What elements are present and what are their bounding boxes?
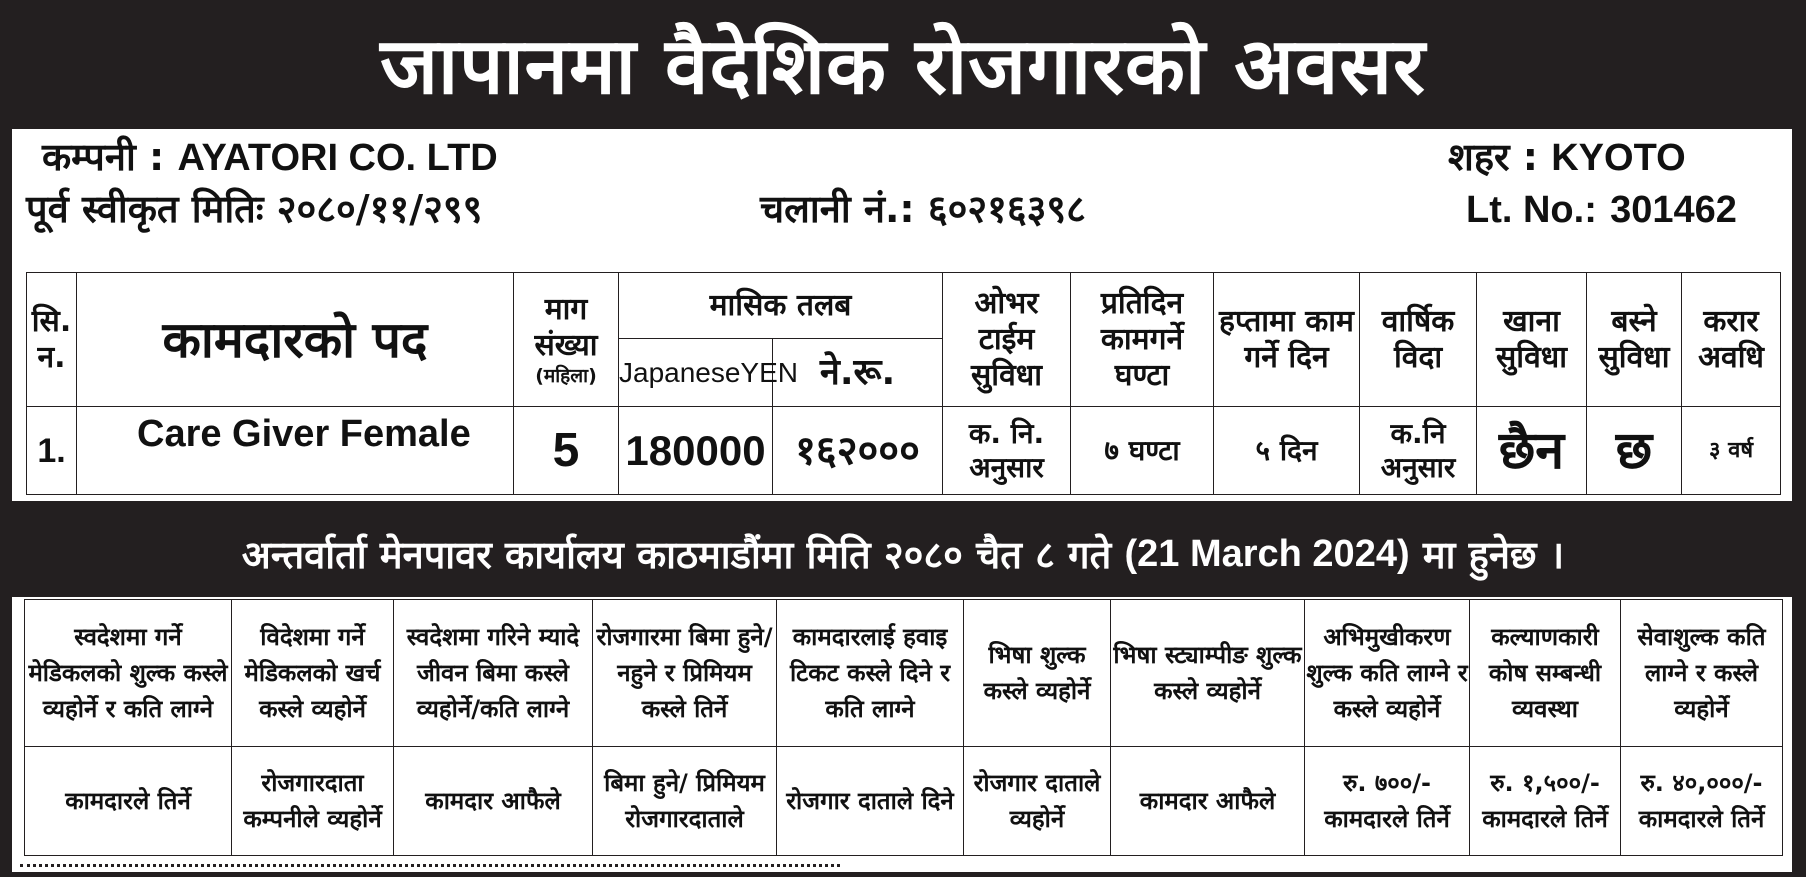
cell-sn: 1. (27, 407, 77, 495)
company-info (42, 135, 498, 180)
company-label: कम्पनी : (42, 135, 165, 179)
cell-accommodation: छ (1587, 407, 1682, 495)
header-contract: करार अवधि (1682, 273, 1781, 407)
fee-question: सेवाशुल्क कति लाग्ने र कस्ले व्यहोर्ने (1621, 600, 1783, 747)
header-leave: वार्षिक विदा (1360, 273, 1477, 407)
header-demand-label: माग संख्या (534, 291, 598, 363)
interview-text-end: मा हुनेछ । (1422, 533, 1565, 577)
chalani-number: ६०२१६३९८ (927, 187, 1086, 231)
header-salary: मासिक तलब (619, 273, 943, 339)
fee-answer: रु. ४०,०००/- कामदारले तिर्ने (1621, 747, 1783, 856)
fee-answer: रोजगार दाताले व्यहोर्ने (964, 747, 1111, 856)
header-accommodation: बस्ने सुविधा (1587, 273, 1682, 407)
fee-question: भिषा स्ट्याम्पीङ शुल्क कस्ले व्यहोर्ने (1111, 600, 1305, 747)
cell-food: छैन (1477, 407, 1587, 495)
fee-answer: रु. १,५००/- कामदारले तिर्ने (1470, 747, 1621, 856)
fee-table (24, 599, 1783, 856)
interview-text: अन्तर्वार्ता मेनपावर कार्यालय काठमाडौंमा मिति २०८० चैत ८ गते (241, 533, 1112, 577)
cell-leave: क.नि अनुसार (1360, 407, 1477, 495)
fee-question-row (25, 600, 1783, 747)
approval-date: २०८०/११/२९९ (276, 187, 483, 231)
header-salary-npr: ने.रू. (773, 339, 943, 407)
job-info-panel (10, 127, 1794, 503)
lt-label: Lt. No.: (1466, 189, 1597, 231)
approval-label: पूर्व स्वीकृत मितिः (26, 187, 264, 231)
cell-contract: ३ वर्ष (1682, 407, 1781, 495)
fee-answer-row (25, 747, 1783, 856)
cell-position: Care Giver Female (77, 407, 514, 495)
header-demand (514, 273, 619, 407)
cell-days: ५ दिन (1214, 407, 1360, 495)
city-label: शहर : (1448, 135, 1538, 179)
header-hours: प्रतिदिन कामगर्ने घण्टा (1071, 273, 1214, 407)
fee-answer: रु. ७००/- कामदारले तिर्ने (1305, 747, 1470, 856)
cell-overtime: क. नि. अनुसार (943, 407, 1071, 495)
header-food: खाना सुविधा (1477, 273, 1587, 407)
fee-question: अभिमुखीकरण शुल्क कति लाग्ने र कस्ले व्यहोर्ने (1305, 600, 1470, 747)
fee-question: कल्याणकारी कोष सम्बन्धी व्यवस्था (1470, 600, 1621, 747)
fee-answer: कामदारले तिर्ने (25, 747, 232, 856)
fee-question: स्वदेशमा गर्ने मेडिकलको शुल्क कस्ले व्यहोर्ने र कति लाग्ने (25, 600, 232, 747)
company-name: AYATORI CO. LTD (177, 137, 498, 179)
city-name: KYOTO (1551, 137, 1686, 179)
fee-answer: बिमा हुने/ प्रिमियम रोजगारदाताले (593, 747, 777, 856)
table-row (27, 407, 1781, 495)
header-position: कामदारको पद (77, 273, 514, 407)
interview-notice (0, 516, 1806, 592)
job-table (26, 272, 1781, 495)
chalani-info (760, 187, 1086, 231)
fee-question: विदेशमा गर्ने मेडिकलको खर्च कस्ले व्यहोर्ने (232, 600, 394, 747)
cell-salary-npr: १६२००० (773, 407, 943, 495)
cell-hours: ७ घण्टा (1071, 407, 1214, 495)
page-title: जापानमा वैदेशिक रोजगारको अवसर (380, 22, 1426, 112)
fee-question: भिषा शुल्क कस्ले व्यहोर्ने (964, 600, 1111, 747)
fee-answer: कामदार आफैले (1111, 747, 1305, 856)
cell-demand: 5 (514, 407, 619, 495)
header-sn: सि. न. (27, 273, 77, 407)
fee-panel (10, 595, 1794, 874)
chalani-label: चलानी नं.: (760, 187, 915, 231)
interview-date-en: (21 March 2024) (1124, 532, 1410, 575)
header-days: हप्तामा काम गर्ने दिन (1214, 273, 1360, 407)
header-demand-note: (महिला) (535, 364, 597, 387)
fee-question: रोजगारमा बिमा हुने/नहुने र प्रिमियम कस्ले तिर्ने (593, 600, 777, 747)
header-salary-yen: JapaneseYEN (619, 339, 773, 407)
cell-salary-yen: 180000 (619, 407, 773, 495)
fee-answer: कामदार आफैले (394, 747, 593, 856)
lt-number: 301462 (1610, 189, 1737, 231)
fee-answer: रोजगार दाताले दिने (777, 747, 964, 856)
fee-answer: रोजगारदाता कम्पनीले व्यहोर्ने (232, 747, 394, 856)
job-table-header-row (27, 273, 1781, 339)
truncated-text-line (20, 864, 840, 877)
approval-info (26, 187, 482, 231)
lt-info (1466, 187, 1737, 232)
header-overtime: ओभर टाईम सुविधा (943, 273, 1071, 407)
fee-question: कामदारलाई हवाइ टिकट कस्ले दिने र कति लाग्ने (777, 600, 964, 747)
fee-question: स्वदेशमा गरिने म्यादे जीवन बिमा कस्ले व्यहोर्ने/कति लाग्ने (394, 600, 593, 747)
city-info (1448, 135, 1686, 180)
